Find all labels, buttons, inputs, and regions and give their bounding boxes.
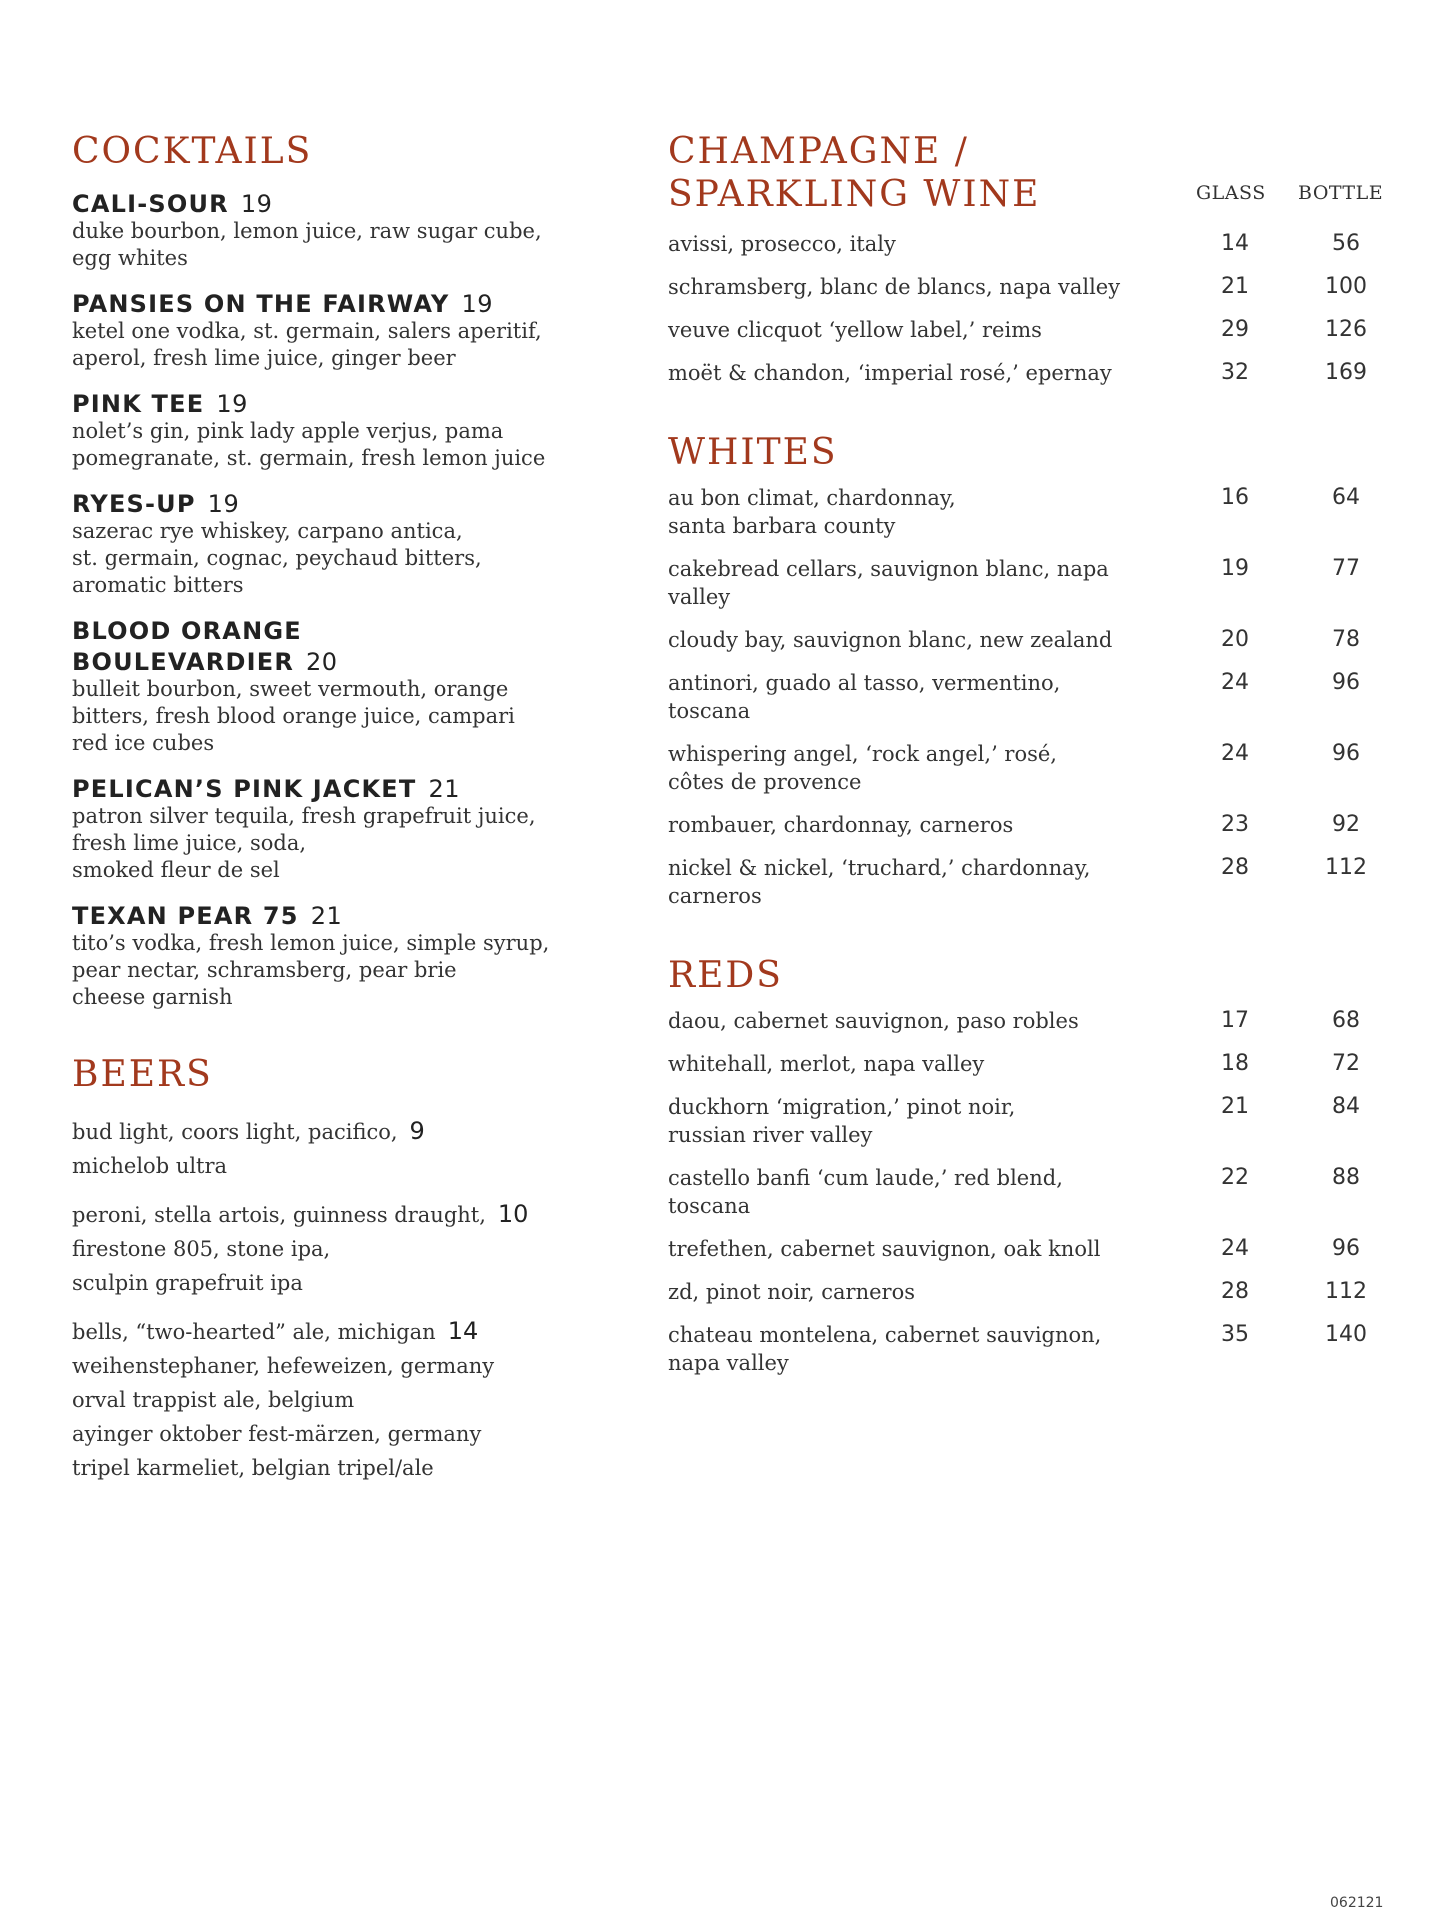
wine-row bbox=[668, 1050, 1412, 1078]
wine-name: trefethen, cabernet sauvignon, oak knoll bbox=[668, 1237, 1101, 1261]
cocktail-name: PELICAN’S PINK JACKET bbox=[72, 775, 417, 803]
cocktail-heading bbox=[72, 189, 612, 220]
wine-row bbox=[668, 1235, 1412, 1263]
beer-names: bells, “two-hearted” ale, michigan bbox=[72, 1320, 436, 1344]
beer-names: firestone 805, stone ipa, bbox=[72, 1237, 331, 1261]
wine-name: cakebread cellars, sauvignon blanc, napa valley bbox=[668, 557, 1109, 609]
cocktail-price: 19 bbox=[461, 290, 493, 318]
wine-row bbox=[668, 1278, 1412, 1306]
wine-row bbox=[668, 669, 1412, 725]
wine-bottle-price: 68 bbox=[1332, 1008, 1360, 1033]
wine-name: avissi, prosecco, italy bbox=[668, 232, 896, 256]
wine-glass-price: 23 bbox=[1221, 812, 1249, 837]
sparkling-list bbox=[668, 230, 1412, 387]
cocktail-item bbox=[72, 774, 612, 884]
wine-row bbox=[668, 484, 1412, 540]
wine-row bbox=[668, 1007, 1412, 1035]
whites-list bbox=[668, 484, 1412, 910]
wine-bottle-price: 92 bbox=[1332, 812, 1360, 837]
cocktail-name: PANSIES ON THE FAIRWAY bbox=[72, 290, 450, 318]
wine-name: duckhorn ‘migration,’ pinot noir, russian river valley bbox=[668, 1095, 1016, 1147]
beer-names: michelob ultra bbox=[72, 1154, 228, 1178]
beer-group bbox=[72, 1114, 612, 1183]
wine-name: veuve clicquot ‘yellow label,’ reims bbox=[668, 318, 1042, 342]
cocktail-description: sazerac rye whiskey, carpano antica, st. germain, cognac, peychaud bitters, aromatic bitters bbox=[72, 519, 482, 597]
beers-section bbox=[72, 1053, 612, 1485]
cocktail-item bbox=[72, 189, 612, 272]
wine-glass-price: 28 bbox=[1221, 1279, 1249, 1304]
whites-title: WHITES bbox=[668, 432, 838, 473]
wine-glass-price: 21 bbox=[1221, 274, 1249, 299]
cocktails-title: COCKTAILS bbox=[72, 131, 313, 172]
cocktail-price: 19 bbox=[207, 490, 240, 518]
cocktail-heading bbox=[72, 616, 612, 678]
cocktail-description: nolet’s gin, pink lady apple verjus, pama pomegranate, st. germain, fresh lemon juice bbox=[72, 419, 546, 470]
cocktail-description: patron silver tequila, fresh grapefruit juice, fresh lime juice, soda, smoked fleur de sel bbox=[72, 804, 536, 882]
wine-row bbox=[668, 1093, 1412, 1149]
wine-bottle-price: 77 bbox=[1332, 556, 1360, 581]
wine-name: au bon climat, chardonnay, santa barbara county bbox=[668, 486, 956, 538]
beer-price: 9 bbox=[409, 1117, 425, 1145]
wine-glass-price: 24 bbox=[1221, 670, 1249, 695]
wine-row bbox=[668, 316, 1412, 344]
wine-glass-price: 14 bbox=[1221, 231, 1249, 256]
cocktail-price: 21 bbox=[428, 775, 461, 803]
cocktail-heading bbox=[72, 774, 612, 805]
beer-names: ayinger oktober fest-märzen, germany bbox=[72, 1422, 482, 1446]
wine-bottle-price: 96 bbox=[1332, 670, 1360, 695]
wine-bottle-price: 96 bbox=[1332, 741, 1360, 766]
cocktail-item bbox=[72, 489, 612, 599]
glass-column-header: GLASS bbox=[1196, 182, 1266, 204]
wine-name: moët & chandon, ‘imperial rosé,’ epernay bbox=[668, 361, 1112, 385]
sparkling-section bbox=[668, 130, 1412, 387]
sparkling-header bbox=[668, 130, 1412, 216]
wine-name: zd, pinot noir, carneros bbox=[668, 1280, 915, 1304]
wine-bottle-price: 100 bbox=[1325, 274, 1367, 299]
cocktail-description: tito’s vodka, fresh lemon juice, simple syrup, pear nectar, schramsberg, pear brie cheese garnish bbox=[72, 931, 550, 1009]
cocktail-description: ketel one vodka, st. germain, salers aperitif, aperol, fresh lime juice, ginger beer bbox=[72, 319, 542, 370]
beer-line bbox=[72, 1451, 612, 1485]
cocktail-heading bbox=[72, 389, 612, 420]
cocktail-list bbox=[72, 189, 612, 1011]
wine-glass-price: 21 bbox=[1221, 1094, 1249, 1119]
wine-bottle-price: 78 bbox=[1332, 627, 1360, 652]
beers-title: BEERS bbox=[72, 1054, 213, 1095]
beer-line bbox=[72, 1114, 612, 1149]
beer-names: orval trappist ale, belgium bbox=[72, 1388, 355, 1412]
wine-name: whitehall, merlot, napa valley bbox=[668, 1052, 985, 1076]
beer-names: peroni, stella artois, guinness draught, bbox=[72, 1203, 486, 1227]
beer-price: 10 bbox=[497, 1200, 529, 1228]
beer-names: bud light, coors light, pacifico, bbox=[72, 1120, 398, 1144]
wine-row bbox=[668, 854, 1412, 910]
reds-title: REDS bbox=[668, 955, 783, 996]
wine-row bbox=[668, 273, 1412, 301]
cocktail-item bbox=[72, 289, 612, 372]
right-column bbox=[668, 130, 1412, 1392]
wine-glass-price: 19 bbox=[1221, 556, 1249, 581]
beer-group bbox=[72, 1314, 612, 1485]
wine-glass-price: 22 bbox=[1221, 1165, 1249, 1190]
wine-row bbox=[668, 626, 1412, 654]
beer-group bbox=[72, 1197, 612, 1300]
wine-bottle-price: 126 bbox=[1325, 317, 1367, 342]
wine-bottle-price: 112 bbox=[1325, 1279, 1367, 1304]
beer-names: weihenstephaner, hefeweizen, germany bbox=[72, 1354, 495, 1378]
wine-name: nickel & nickel, ‘truchard,’ chardonnay, carneros bbox=[668, 856, 1091, 908]
wine-name: schramsberg, blanc de blancs, napa valley bbox=[668, 275, 1121, 299]
wine-glass-price: 28 bbox=[1221, 855, 1249, 880]
cocktail-name: CALI-SOUR bbox=[72, 190, 229, 218]
beer-line bbox=[72, 1232, 612, 1266]
beer-line bbox=[72, 1266, 612, 1300]
wine-bottle-price: 84 bbox=[1332, 1094, 1360, 1119]
sparkling-title-line1: CHAMPAGNE / bbox=[668, 131, 969, 172]
wine-glass-price: 24 bbox=[1221, 741, 1249, 766]
beer-line bbox=[72, 1314, 612, 1349]
wine-name: rombauer, chardonnay, carneros bbox=[668, 813, 1014, 837]
cocktail-name: BLOOD ORANGE BOULEVARDIER bbox=[72, 617, 302, 676]
wine-name: cloudy bay, sauvignon blanc, new zealand bbox=[668, 628, 1113, 652]
wine-name: antinori, guado al tasso, vermentino, toscana bbox=[668, 671, 1061, 723]
beer-line bbox=[72, 1197, 612, 1232]
wine-name: chateau montelena, cabernet sauvignon, napa valley bbox=[668, 1323, 1102, 1375]
cocktail-price: 19 bbox=[216, 390, 248, 418]
wine-glass-price: 16 bbox=[1221, 485, 1249, 510]
wine-row bbox=[668, 740, 1412, 796]
left-column bbox=[72, 130, 612, 1485]
wine-bottle-price: 88 bbox=[1332, 1165, 1360, 1190]
wine-row bbox=[668, 359, 1412, 387]
menu-code: 062121 bbox=[1330, 1895, 1384, 1911]
bottle-column-header: BOTTLE bbox=[1298, 182, 1384, 204]
wine-bottle-price: 140 bbox=[1325, 1322, 1367, 1347]
cocktail-description: bulleit bourbon, sweet vermouth, orange bitters, fresh blood orange juice, campari red ice cubes bbox=[72, 677, 515, 755]
cocktail-heading bbox=[72, 901, 612, 932]
reds-section bbox=[668, 954, 1412, 1377]
beer-line bbox=[72, 1417, 612, 1451]
beer-names: sculpin grapefruit ipa bbox=[72, 1271, 303, 1295]
wine-bottle-price: 72 bbox=[1332, 1051, 1360, 1076]
cocktail-item bbox=[72, 901, 612, 1011]
wine-glass-price: 24 bbox=[1221, 1236, 1249, 1261]
beer-line bbox=[72, 1383, 612, 1417]
cocktail-item bbox=[72, 616, 612, 757]
wine-glass-price: 20 bbox=[1221, 627, 1249, 652]
beer-line bbox=[72, 1149, 612, 1183]
cocktail-price: 19 bbox=[240, 190, 273, 218]
wine-bottle-price: 96 bbox=[1332, 1236, 1360, 1261]
whites-section bbox=[668, 431, 1412, 910]
cocktails-section bbox=[72, 130, 612, 1011]
cocktail-heading bbox=[72, 289, 612, 320]
wine-glass-price: 17 bbox=[1221, 1008, 1249, 1033]
beer-names: tripel karmeliet, belgian tripel/ale bbox=[72, 1456, 434, 1480]
wine-name: whispering angel, ‘rock angel,’ rosé, côtes de provence bbox=[668, 742, 1057, 794]
cocktail-price: 21 bbox=[310, 902, 343, 930]
cocktail-name: PINK TEE bbox=[72, 390, 205, 418]
wine-glass-price: 18 bbox=[1221, 1051, 1249, 1076]
wine-bottle-price: 64 bbox=[1332, 485, 1360, 510]
beer-line bbox=[72, 1349, 612, 1383]
cocktail-heading bbox=[72, 489, 612, 520]
wine-row bbox=[668, 555, 1412, 611]
wine-bottle-price: 112 bbox=[1325, 855, 1367, 880]
cocktail-name: TEXAN PEAR 75 bbox=[72, 902, 299, 930]
wine-glass-price: 29 bbox=[1221, 317, 1249, 342]
cocktail-name: RYES-UP bbox=[72, 490, 196, 518]
wine-name: castello banfi ‘cum laude,’ red blend, toscana bbox=[668, 1166, 1063, 1218]
wine-glass-price: 32 bbox=[1221, 360, 1249, 385]
sparkling-title-line2: SPARKLING WINE bbox=[668, 174, 1041, 215]
wine-bottle-price: 56 bbox=[1332, 231, 1360, 256]
wine-bottle-price: 169 bbox=[1325, 360, 1367, 385]
wine-row bbox=[668, 1164, 1412, 1220]
wine-row bbox=[668, 230, 1412, 258]
cocktail-item bbox=[72, 389, 612, 472]
cocktail-description: duke bourbon, lemon juice, raw sugar cube, egg whites bbox=[72, 219, 542, 270]
cocktail-price: 20 bbox=[306, 648, 338, 676]
beer-list bbox=[72, 1114, 612, 1485]
reds-list bbox=[668, 1007, 1412, 1377]
wine-glass-price: 35 bbox=[1221, 1322, 1249, 1347]
beer-price: 14 bbox=[447, 1317, 479, 1345]
wine-row bbox=[668, 811, 1412, 839]
wine-row bbox=[668, 1321, 1412, 1377]
wine-name: daou, cabernet sauvignon, paso robles bbox=[668, 1009, 1079, 1033]
